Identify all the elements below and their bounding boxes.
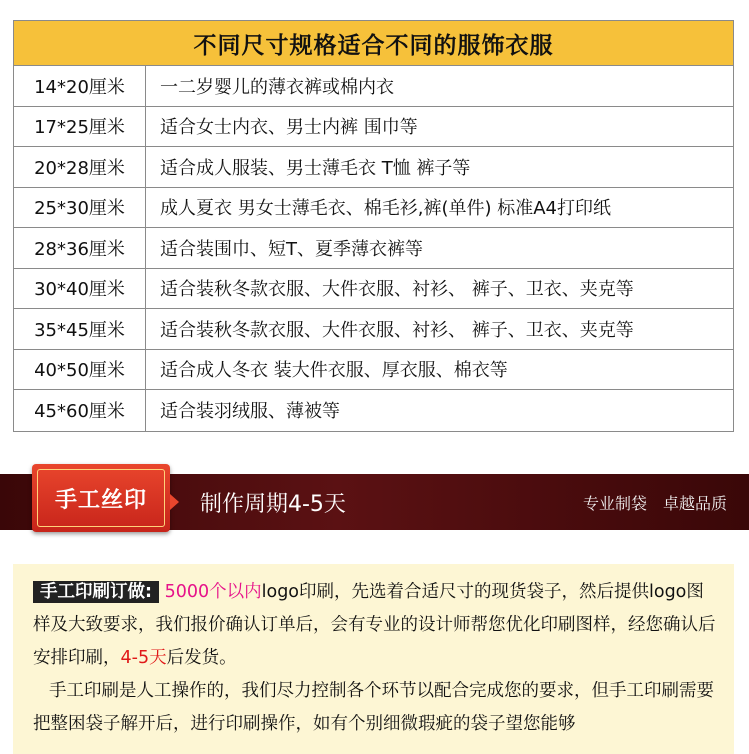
size-cell: 20*28厘米 xyxy=(14,147,146,187)
table-row xyxy=(14,66,733,107)
size-cell: 17*25厘米 xyxy=(14,107,146,147)
silkscreen-banner xyxy=(0,474,749,530)
table-row xyxy=(14,228,733,269)
silkscreen-badge xyxy=(32,464,170,532)
size-cell: 35*45厘米 xyxy=(14,309,146,349)
description-cell: 适合装围巾、短T、夏季薄衣裤等 xyxy=(160,238,423,260)
size-cell: 14*20厘米 xyxy=(14,66,146,106)
table-row xyxy=(14,309,733,350)
quantity-highlight: 5000个以内 xyxy=(164,582,262,602)
notice-label: 手工印刷订做: xyxy=(33,581,159,603)
description-cell: 成人夏衣 男女士薄毛衣、棉毛衫,裤(单件) 标准A4打印纸 xyxy=(160,198,611,220)
table-row xyxy=(14,390,733,431)
description-cell: 适合装秋冬款衣服、大件衣服、衬衫、 裤子、卫衣、夹克等 xyxy=(160,319,634,341)
notice-paragraph-2 xyxy=(33,675,718,741)
tag-professional: 专业制袋 xyxy=(582,493,647,513)
table-row xyxy=(14,147,733,188)
size-table xyxy=(13,20,734,432)
description-cell: 适合装羽绒服、薄被等 xyxy=(160,401,340,423)
production-cycle: 制作周期4-5天 xyxy=(200,491,346,517)
tag-quality: 卓越品质 xyxy=(662,493,727,513)
size-cell: 45*60厘米 xyxy=(14,390,146,431)
notice-paragraph-1 xyxy=(33,576,718,675)
notice-para2-text: 手工印刷是人工操作的，我们尽力控制各个环节以配合完成您的要求，但手工印刷需要把整困袋子解开后，进行印刷操作，如有个别细微瑕疵的袋子望您能够 xyxy=(33,681,714,734)
notice-text-1: logo印刷，先选着合适尺寸的现货袋子，然后提供logo图样及大致要求，我们报价确认订单后，会有专业的设计师帮您优化印刷图样，经您确认后安排印刷， xyxy=(33,582,716,668)
table-row xyxy=(14,350,733,391)
size-cell: 28*36厘米 xyxy=(14,228,146,268)
size-cell: 25*30厘米 xyxy=(14,188,146,228)
table-title: 不同尺寸规格适合不同的服饰衣服 xyxy=(14,21,733,66)
table-row xyxy=(14,188,733,229)
notice-box xyxy=(13,564,734,754)
description-cell: 适合成人服装、男士薄毛衣 T恤 裤子等 xyxy=(160,157,471,179)
days-highlight: 4-5天 xyxy=(120,648,167,668)
description-cell: 适合装秋冬款衣服、大件衣服、衬衫、 裤子、卫衣、夹克等 xyxy=(160,279,634,301)
banner-tags xyxy=(583,474,727,530)
badge-label: 手工丝印 xyxy=(37,469,165,527)
size-cell: 40*50厘米 xyxy=(14,350,146,390)
table-row xyxy=(14,269,733,310)
description-cell: 适合成人冬衣 装大件衣服、厚衣服、棉衣等 xyxy=(160,360,508,382)
notice-text-2: 后发货。 xyxy=(166,648,237,668)
size-cell: 30*40厘米 xyxy=(14,269,146,309)
table-row xyxy=(14,107,733,148)
description-cell: 适合女士内衣、男士内裤 围巾等 xyxy=(160,117,418,139)
badge-arrow-icon xyxy=(170,494,179,510)
description-cell: 一二岁婴儿的薄衣裤或棉内衣 xyxy=(160,76,394,98)
